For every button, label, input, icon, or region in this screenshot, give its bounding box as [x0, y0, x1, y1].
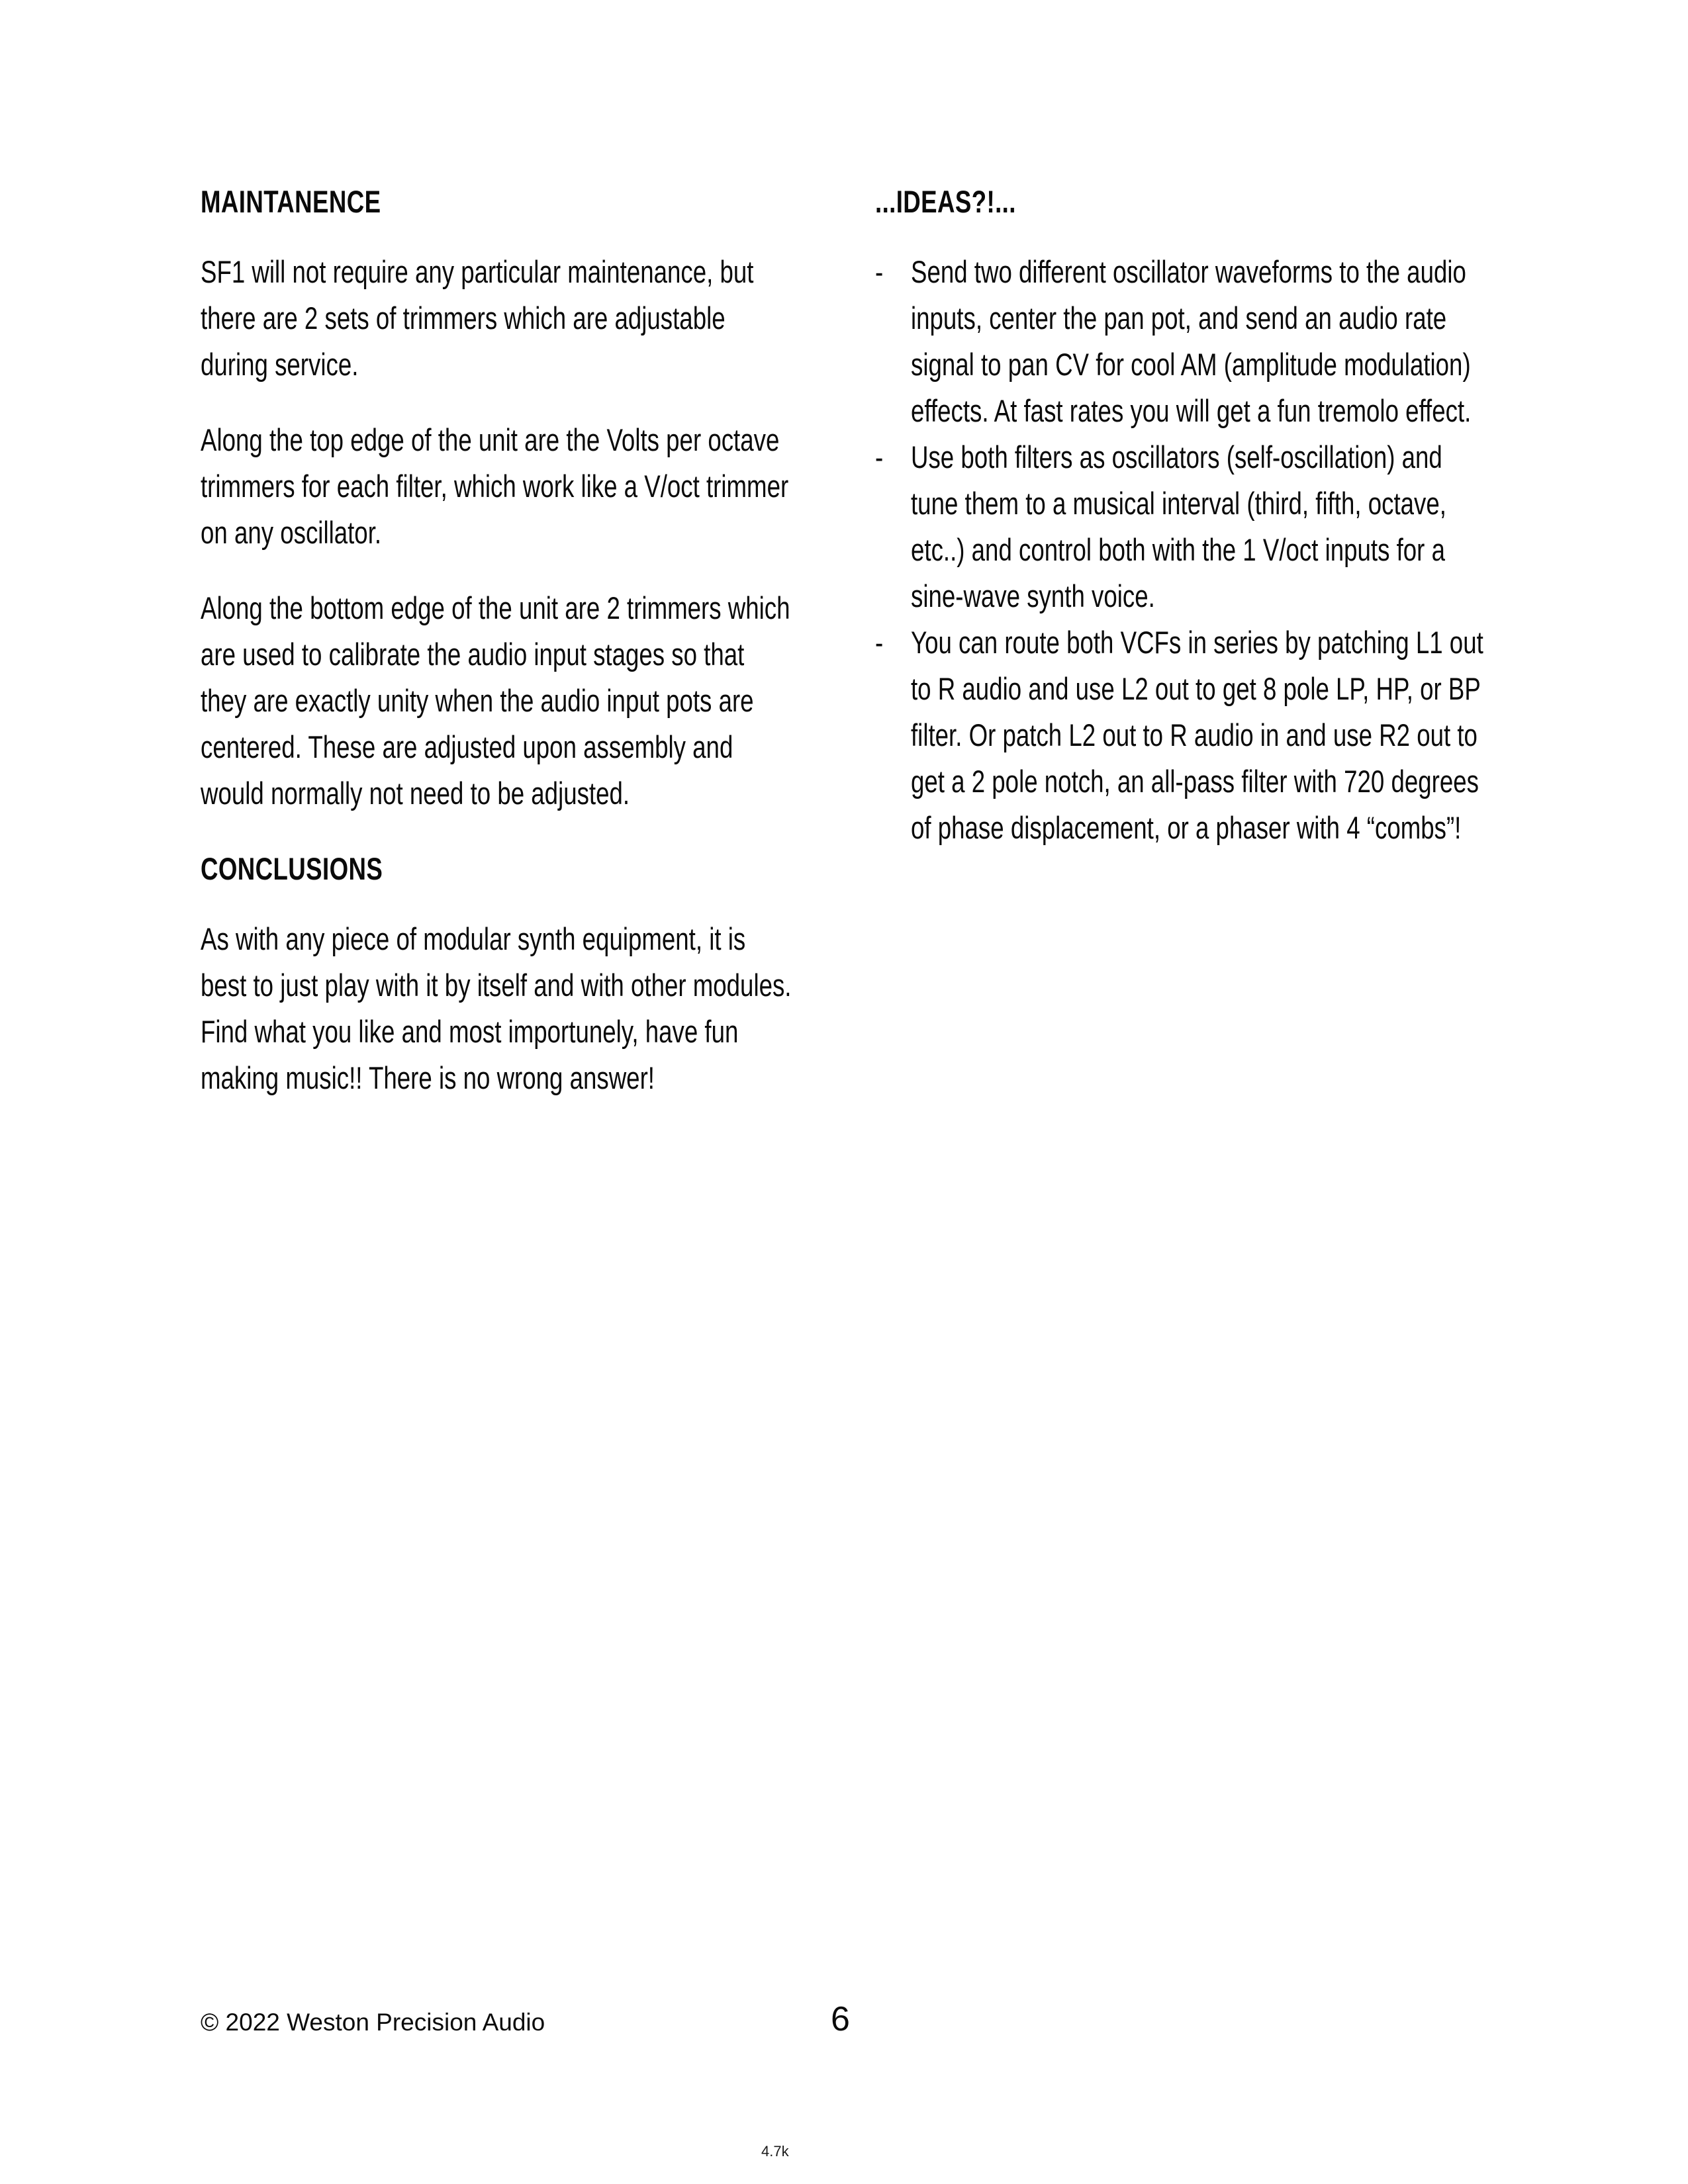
ideas-bullet-list — [875, 249, 1491, 851]
list-item — [875, 249, 1491, 434]
bullet-text-3: You can route both VCFs in series by patching L1 out to R audio and use L2 out to get 8 pole LP, HP, or BP filter. Or patch L2 out to R audio in and use R2 out to get a 2 pole notch, an all-pass filter with 720 degrees of phase displacement, or a phaser with 4 “combs”! — [911, 624, 1483, 845]
viewer-size-label: 4.7k — [761, 2143, 789, 2160]
bullet-dash-icon: - — [875, 253, 884, 289]
bullet-text-1: Send two different oscillator waveforms to the audio inputs, center the pan pot, and send an audio rate signal to pan CV for cool AM (amplitude modulation) effects. At fast rates you will get a fun tremolo effect. — [911, 253, 1472, 428]
list-item — [875, 619, 1491, 851]
page-footer — [0, 2000, 1688, 2062]
list-item — [875, 434, 1491, 619]
paragraph-maintenance-1: SF1 will not require any particular maintenance, but there are 2 sets of trimmers which are adjustable during service. — [201, 253, 754, 382]
right-column — [875, 185, 1491, 851]
copyright-notice: © 2022 Weston Precision Audio — [201, 2009, 545, 2036]
paragraph-block-1 — [201, 249, 796, 388]
heading-conclusions: CONCLUSIONS — [201, 850, 383, 886]
paragraph-block-conclusions — [201, 916, 796, 1101]
left-column — [201, 185, 796, 1101]
paragraph-conclusions: As with any piece of modular synth equipment, it is best to just play with it by itself and with other modules. Find what you like and most importunely, have fun making music!! There is no wrong answer! — [201, 921, 792, 1095]
bullet-text-2: Use both filters as oscillators (self-oscillation) and tune them to a musical interval (third, fifth, octave, etc..) and control both with the 1 V/oct inputs for a sine-wave synth voice. — [911, 439, 1446, 614]
paragraph-block-2 — [201, 417, 796, 556]
heading-block-conclusions — [201, 852, 796, 886]
heading-ideas: ...IDEAS?!... — [875, 184, 1016, 219]
heading-maintenance: MAINTANENCE — [201, 184, 381, 219]
paragraph-maintenance-2: Along the top edge of the unit are the Volts per octave trimmers for each filter, which work like a V/oct trimmer on any oscillator. — [201, 422, 789, 550]
paragraph-maintenance-3: Along the bottom edge of the unit are 2 trimmers which are used to calibrate the audio input stages so that they are exactly unity when the audio input pots are centered. These are adjusted upon assembly and would normally not need to be adjusted. — [201, 590, 790, 811]
bullet-dash-icon: - — [875, 624, 884, 660]
page-number: 6 — [831, 2000, 850, 2038]
paragraph-block-3 — [201, 585, 796, 817]
bullet-dash-icon: - — [875, 439, 884, 475]
